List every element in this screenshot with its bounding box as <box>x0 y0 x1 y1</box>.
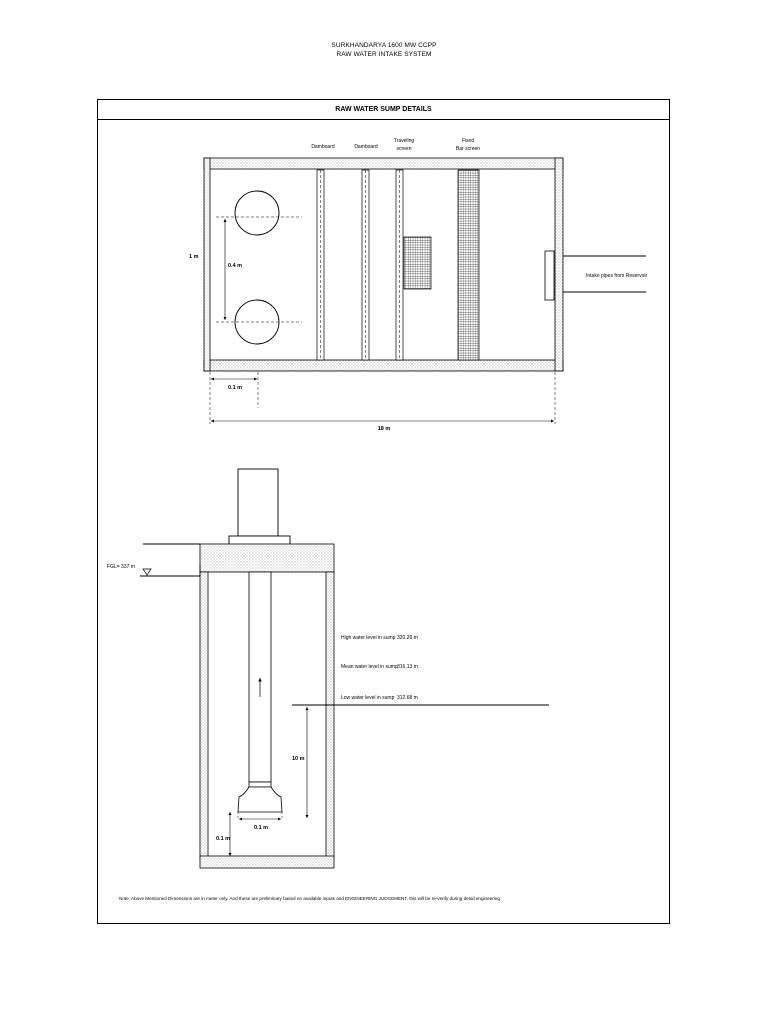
high-water-level-label: High water level in sump <box>341 635 396 641</box>
fixed-bar-screen <box>458 170 479 360</box>
plan-left-wall <box>204 158 210 371</box>
drawing-note: Note: Above Mentioned Dimensions are in meter only. And these are preliminary based on available inputs and ENGINEERING JUDGEMENT, this will be re-verify during detail engineering. <box>119 896 502 901</box>
submergence-label: 10 m <box>292 756 305 762</box>
section-top-slab <box>200 544 334 572</box>
traveling-screen-label-1: Traveling <box>393 138 415 144</box>
fgl-label: FGL= 337 m <box>107 564 135 570</box>
drawing-subtitle: RAW WATER INTAKE SYSTEM <box>336 51 432 58</box>
section-right-wall <box>326 572 334 858</box>
wall-offset-label: 0.1 m <box>228 385 243 391</box>
length-label: 18 m <box>377 426 391 432</box>
fixed-bar-screen-label-1: Fixed <box>461 138 475 144</box>
damboard-2-label: Damboard <box>354 144 378 150</box>
low-water-level-value: 312.68 m <box>397 695 418 701</box>
plan-right-wall <box>555 158 563 371</box>
pump-spacing-label: 0.4 m <box>228 263 243 269</box>
pump-circle-upper <box>235 191 279 235</box>
plan-top-wall <box>204 158 563 169</box>
bell-clearance-label: 0.1 m <box>254 825 269 831</box>
fgl-level-symbol <box>143 569 151 575</box>
sheet-title: RAW WATER SUMP DETAILS <box>97 99 670 120</box>
plan-view <box>189 138 647 432</box>
floor-clearance-label: 0.1 m <box>216 836 231 842</box>
intake-pipe-flange <box>545 251 554 300</box>
plan-width-label: 1 m <box>189 254 199 260</box>
project-title: SURKHANDARYA 1600 MW CCPP <box>331 42 437 49</box>
pump-bell-mouth <box>238 787 282 812</box>
pump-motor <box>238 469 278 536</box>
pump-column <box>249 572 271 782</box>
section-left-wall <box>200 572 208 858</box>
damboard-1-label: Damboard <box>311 144 335 150</box>
intake-pipes-label: Intake pipes from Reservoir <box>586 273 648 279</box>
low-water-level-label: Low water level in sump <box>341 695 395 701</box>
mean-water-level-label: Mean water level in sump <box>341 664 398 670</box>
fixed-bar-screen-label-2: Bar screen <box>455 146 481 152</box>
high-water-level-value: 320.26 m <box>397 635 418 641</box>
mean-water-level-value: 316.13 m <box>397 664 418 670</box>
plan-bottom-wall <box>204 360 563 371</box>
traveling-screen-label-2: screen <box>396 146 412 152</box>
section-view <box>107 469 549 868</box>
section-bottom-slab <box>200 856 334 868</box>
traveling-screen-mesh <box>404 237 431 289</box>
